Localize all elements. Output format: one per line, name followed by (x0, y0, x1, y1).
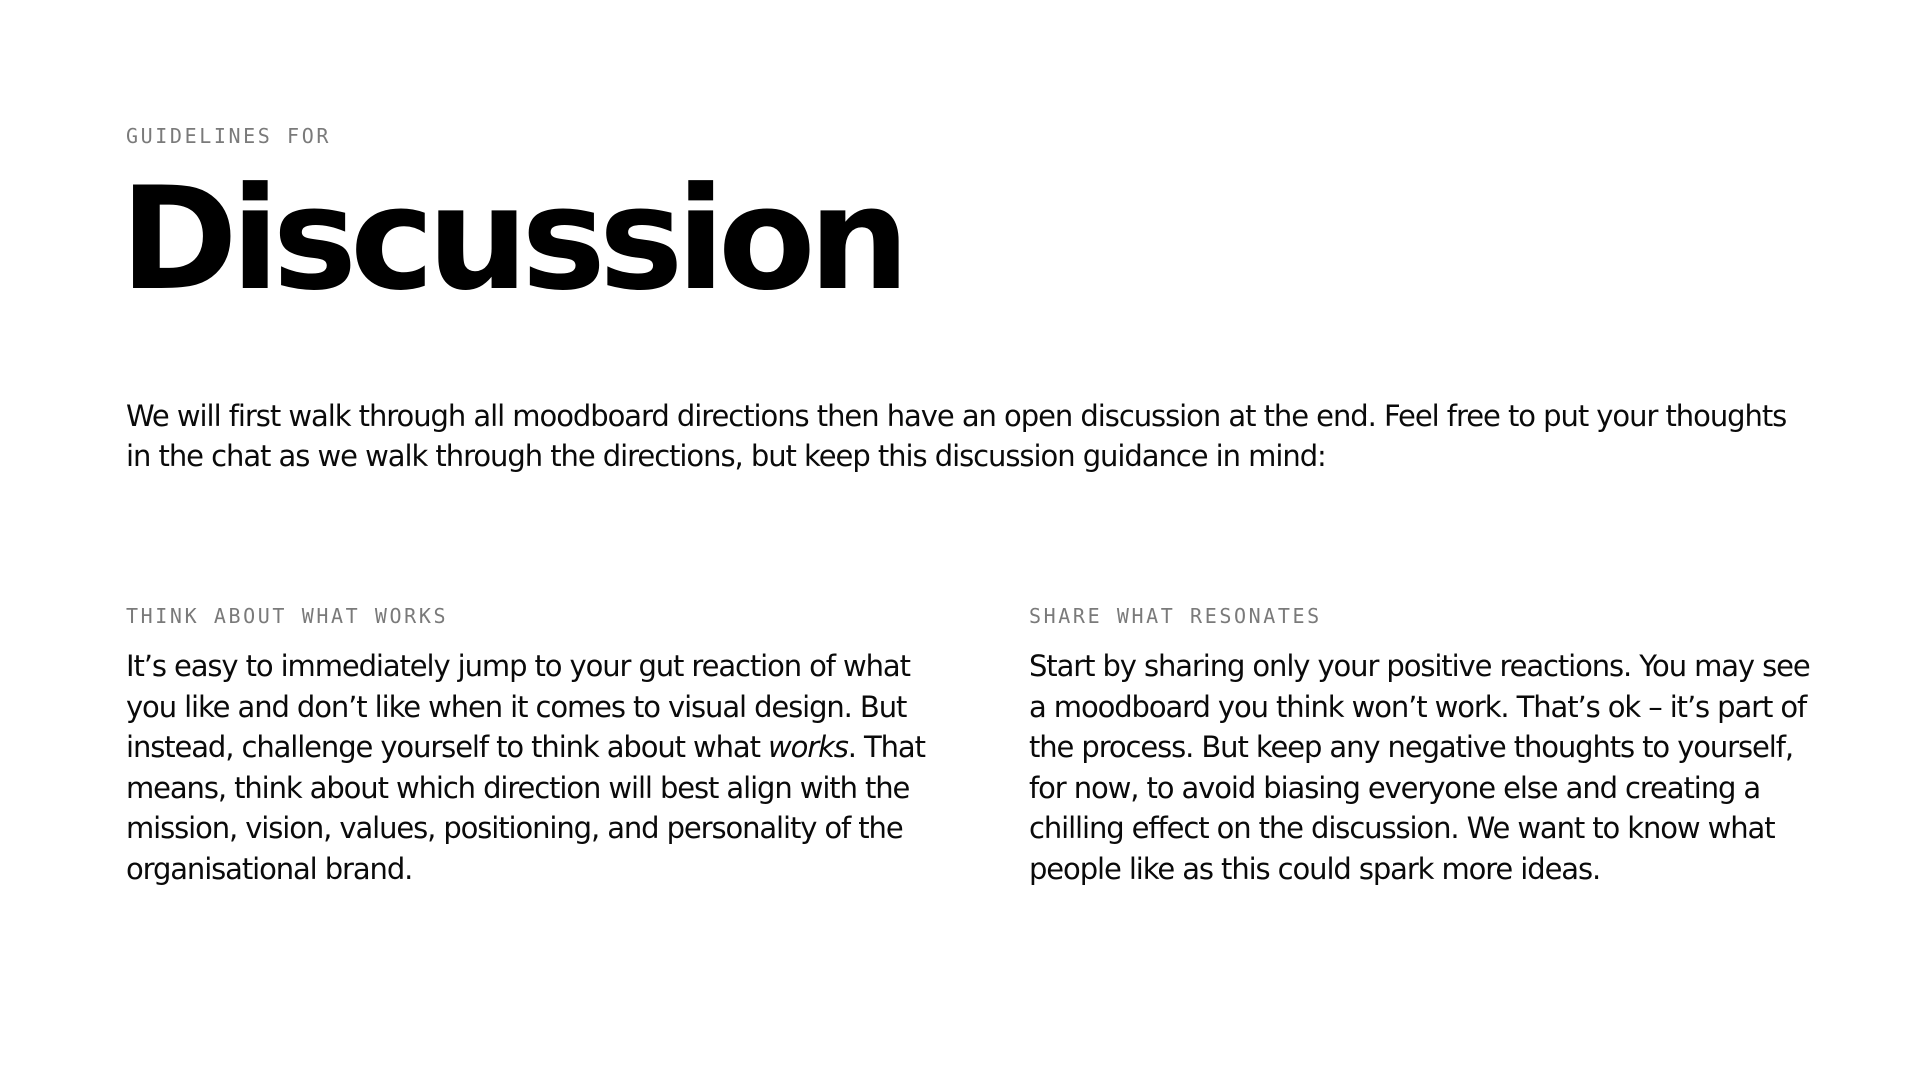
guidelines-page (120, 0, 1810, 1074)
guideline-heading: SHARE WHAT RESONATES (1029, 604, 1322, 628)
guideline-body-text: It’s easy to immediately jump to your gut reaction of what you like and don’t like when it comes to visual design. But instead, challenge yourself to think about what (126, 649, 910, 764)
guideline-body-emphasis: works (768, 730, 848, 764)
intro-paragraph: We will first walk through all moodboard directions then have an open discussion at the end. Feel free to put your thoughts in the chat as we walk through the directions, but keep this discussion guidance in mind: (126, 399, 1787, 473)
guideline-body-text-end: . That means, think about which direction will best align with the mission, vision, values, positioning, and personality of the organisational brand. (126, 730, 925, 886)
guideline-heading: THINK ABOUT WHAT WORKS (126, 604, 449, 628)
guideline-share-what-resonates (1029, 604, 1829, 889)
guideline-body: Start by sharing only your positive reactions. You may see a moodboard you think won’t work. That’s ok – it’s part of the process. But keep any negative thoughts to yourself, for now, to avoid biasing everyone else and creating a chilling effect on the discussion. We want to know what people like as this could spark more ideas. (1029, 649, 1810, 886)
page-title: Discussion (120, 157, 903, 322)
guideline-body (126, 646, 926, 889)
guideline-think-about-what-works (126, 604, 926, 889)
page-eyebrow: GUIDELINES FOR (126, 124, 331, 148)
